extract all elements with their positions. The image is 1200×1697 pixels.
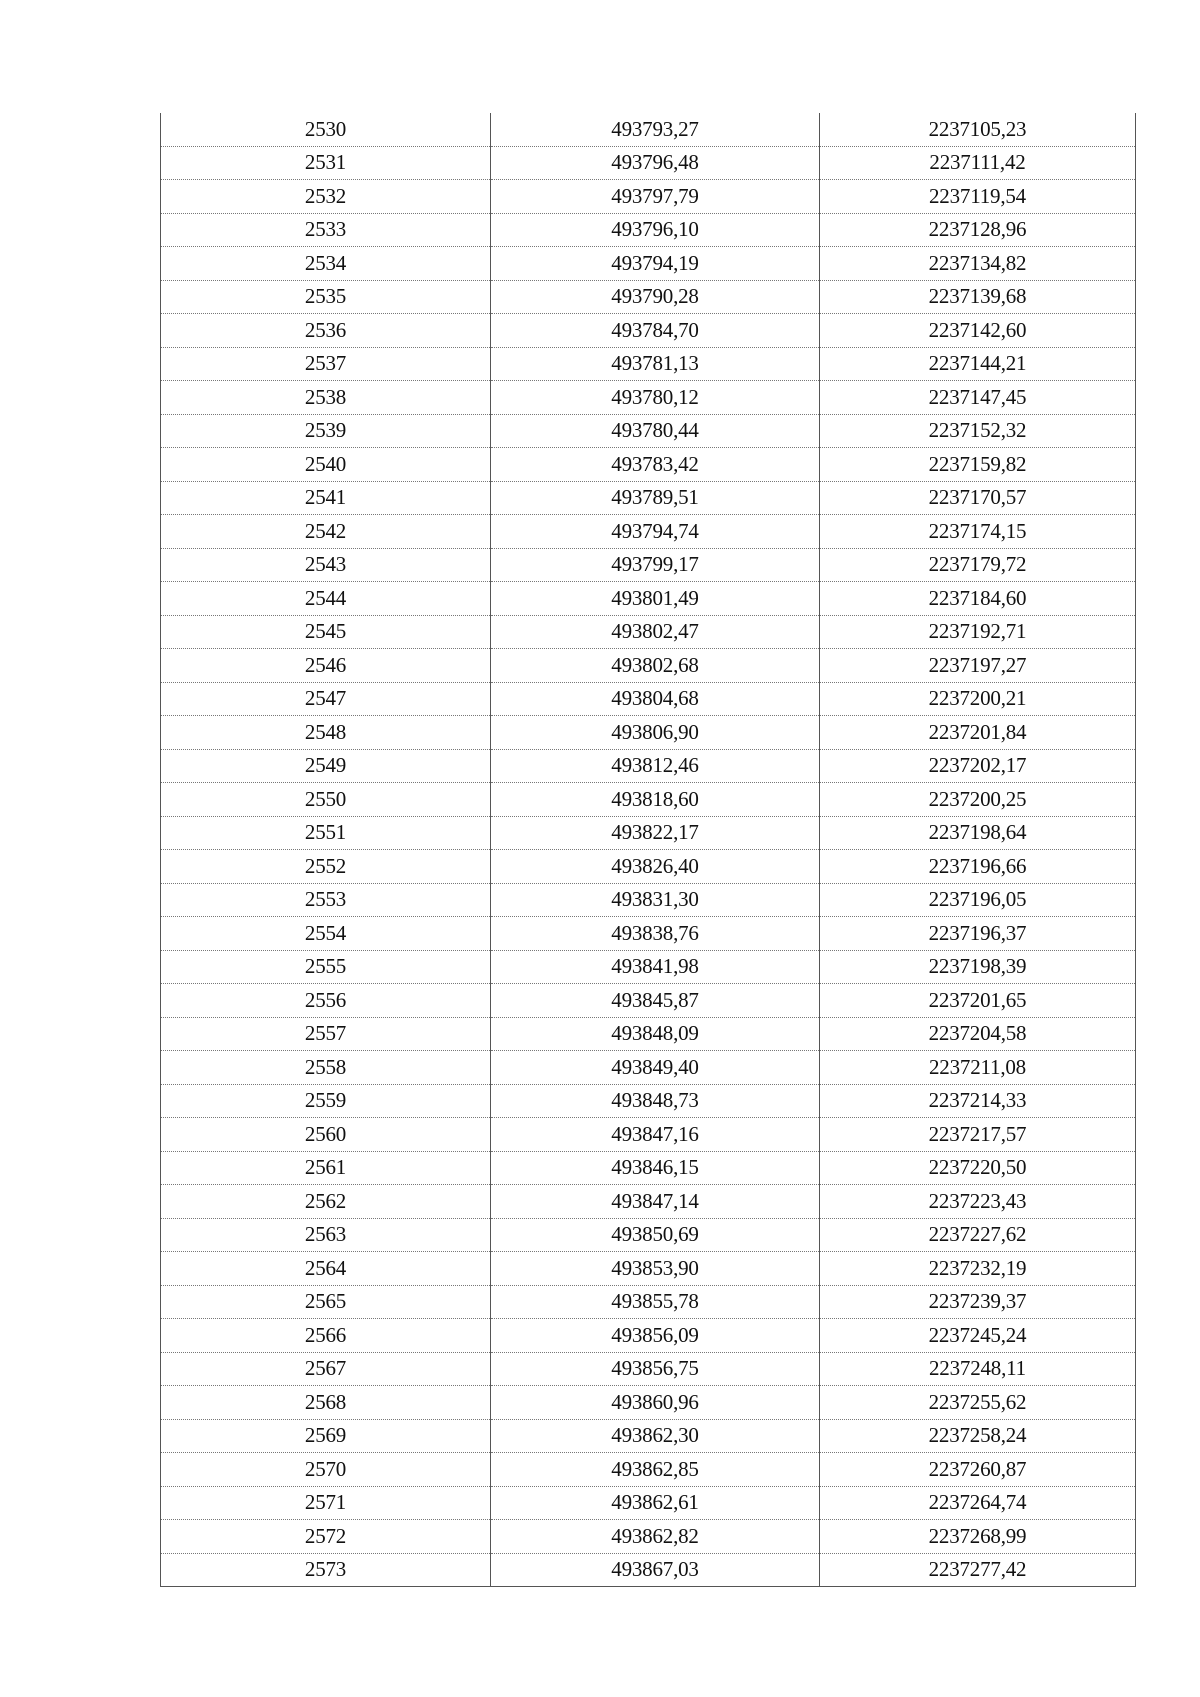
point-number-cell: 2558 [161,1051,491,1085]
x-coordinate-cell: 493848,09 [491,1017,820,1051]
table-row [161,1084,1136,1118]
y-coordinate-cell: 2237139,68 [820,280,1136,314]
x-coordinate-cell: 493867,03 [491,1553,820,1587]
point-number-cell: 2543 [161,548,491,582]
x-coordinate-cell: 493799,17 [491,548,820,582]
point-number-cell: 2540 [161,448,491,482]
y-coordinate-cell: 2237214,33 [820,1084,1136,1118]
y-coordinate-cell: 2237201,84 [820,716,1136,750]
point-number-cell: 2556 [161,984,491,1018]
y-coordinate-cell: 2237198,39 [820,950,1136,984]
point-number-cell: 2570 [161,1453,491,1487]
point-number-cell: 2553 [161,883,491,917]
x-coordinate-cell: 493806,90 [491,716,820,750]
y-coordinate-cell: 2237277,42 [820,1553,1136,1587]
point-number-cell: 2571 [161,1486,491,1520]
y-coordinate-cell: 2237258,24 [820,1419,1136,1453]
table-row [161,1553,1136,1587]
y-coordinate-cell: 2237196,05 [820,883,1136,917]
x-coordinate-cell: 493860,96 [491,1386,820,1420]
x-coordinate-cell: 493796,10 [491,213,820,247]
y-coordinate-cell: 2237159,82 [820,448,1136,482]
point-number-cell: 2568 [161,1386,491,1420]
x-coordinate-cell: 493781,13 [491,347,820,381]
table-row [161,850,1136,884]
point-number-cell: 2554 [161,917,491,951]
x-coordinate-cell: 493790,28 [491,280,820,314]
point-number-cell: 2533 [161,213,491,247]
y-coordinate-cell: 2237198,64 [820,816,1136,850]
y-coordinate-cell: 2237196,37 [820,917,1136,951]
table-row [161,247,1136,281]
y-coordinate-cell: 2237147,45 [820,381,1136,415]
y-coordinate-cell: 2237197,27 [820,649,1136,683]
y-coordinate-cell: 2237144,21 [820,347,1136,381]
x-coordinate-cell: 493855,78 [491,1285,820,1319]
point-number-cell: 2555 [161,950,491,984]
point-number-cell: 2551 [161,816,491,850]
x-coordinate-cell: 493784,70 [491,314,820,348]
table-row [161,1118,1136,1152]
x-coordinate-cell: 493841,98 [491,950,820,984]
y-coordinate-cell: 2237232,19 [820,1252,1136,1286]
y-coordinate-cell: 2237255,62 [820,1386,1136,1420]
x-coordinate-cell: 493856,09 [491,1319,820,1353]
y-coordinate-cell: 2237200,25 [820,783,1136,817]
table-row [161,180,1136,214]
y-coordinate-cell: 2237201,65 [820,984,1136,1018]
x-coordinate-cell: 493802,47 [491,615,820,649]
table-row [161,615,1136,649]
point-number-cell: 2563 [161,1218,491,1252]
point-number-cell: 2559 [161,1084,491,1118]
x-coordinate-cell: 493804,68 [491,682,820,716]
table-row [161,481,1136,515]
point-number-cell: 2566 [161,1319,491,1353]
y-coordinate-cell: 2237196,66 [820,850,1136,884]
table-row [161,1386,1136,1420]
table-row [161,314,1136,348]
point-number-cell: 2530 [161,113,491,146]
y-coordinate-cell: 2237134,82 [820,247,1136,281]
point-number-cell: 2541 [161,481,491,515]
y-coordinate-cell: 2237220,50 [820,1151,1136,1185]
table-row [161,816,1136,850]
x-coordinate-cell: 493826,40 [491,850,820,884]
table-row [161,213,1136,247]
table-row [161,1285,1136,1319]
y-coordinate-cell: 2237227,62 [820,1218,1136,1252]
point-number-cell: 2564 [161,1252,491,1286]
x-coordinate-cell: 493797,79 [491,180,820,214]
table-row [161,1185,1136,1219]
table-row [161,783,1136,817]
table-row [161,1218,1136,1252]
y-coordinate-cell: 2237239,37 [820,1285,1136,1319]
table-row [161,749,1136,783]
point-number-cell: 2531 [161,146,491,180]
point-number-cell: 2562 [161,1185,491,1219]
point-number-cell: 2572 [161,1520,491,1554]
table-row [161,280,1136,314]
x-coordinate-cell: 493793,27 [491,113,820,146]
table-row [161,1151,1136,1185]
y-coordinate-cell: 2237200,21 [820,682,1136,716]
point-number-cell: 2545 [161,615,491,649]
point-number-cell: 2561 [161,1151,491,1185]
x-coordinate-cell: 493822,17 [491,816,820,850]
point-number-cell: 2560 [161,1118,491,1152]
point-number-cell: 2539 [161,414,491,448]
table-row [161,1051,1136,1085]
point-number-cell: 2536 [161,314,491,348]
point-number-cell: 2549 [161,749,491,783]
point-number-cell: 2573 [161,1553,491,1587]
point-number-cell: 2567 [161,1352,491,1386]
table-row [161,548,1136,582]
y-coordinate-cell: 2237223,43 [820,1185,1136,1219]
table-row [161,1319,1136,1353]
table-row [161,1017,1136,1051]
x-coordinate-cell: 493838,76 [491,917,820,951]
point-number-cell: 2552 [161,850,491,884]
x-coordinate-cell: 493862,82 [491,1520,820,1554]
point-number-cell: 2544 [161,582,491,616]
y-coordinate-cell: 2237111,42 [820,146,1136,180]
table-row [161,1419,1136,1453]
table-row [161,1486,1136,1520]
y-coordinate-cell: 2237142,60 [820,314,1136,348]
table-row [161,1352,1136,1386]
table-row [161,515,1136,549]
table-row [161,414,1136,448]
table-row [161,582,1136,616]
y-coordinate-cell: 2237179,72 [820,548,1136,582]
x-coordinate-cell: 493818,60 [491,783,820,817]
x-coordinate-cell: 493780,44 [491,414,820,448]
point-number-cell: 2550 [161,783,491,817]
table-row [161,649,1136,683]
point-number-cell: 2565 [161,1285,491,1319]
table-row [161,984,1136,1018]
x-coordinate-cell: 493848,73 [491,1084,820,1118]
table-row [161,682,1136,716]
x-coordinate-cell: 493850,69 [491,1218,820,1252]
x-coordinate-cell: 493849,40 [491,1051,820,1085]
y-coordinate-cell: 2237174,15 [820,515,1136,549]
point-number-cell: 2535 [161,280,491,314]
y-coordinate-cell: 2237268,99 [820,1520,1136,1554]
x-coordinate-cell: 493847,16 [491,1118,820,1152]
y-coordinate-cell: 2237211,08 [820,1051,1136,1085]
y-coordinate-cell: 2237119,54 [820,180,1136,214]
x-coordinate-cell: 493812,46 [491,749,820,783]
x-coordinate-cell: 493831,30 [491,883,820,917]
x-coordinate-cell: 493862,61 [491,1486,820,1520]
y-coordinate-cell: 2237184,60 [820,582,1136,616]
x-coordinate-cell: 493794,74 [491,515,820,549]
point-number-cell: 2547 [161,682,491,716]
table-row [161,448,1136,482]
table-row [161,347,1136,381]
table-row [161,1252,1136,1286]
point-number-cell: 2532 [161,180,491,214]
table-row [161,950,1136,984]
x-coordinate-cell: 493801,49 [491,582,820,616]
table-row [161,1453,1136,1487]
x-coordinate-cell: 493796,48 [491,146,820,180]
table-row [161,146,1136,180]
point-number-cell: 2557 [161,1017,491,1051]
x-coordinate-cell: 493862,30 [491,1419,820,1453]
y-coordinate-cell: 2237128,96 [820,213,1136,247]
table-row [161,716,1136,750]
x-coordinate-cell: 493789,51 [491,481,820,515]
point-number-cell: 2548 [161,716,491,750]
point-number-cell: 2537 [161,347,491,381]
y-coordinate-cell: 2237264,74 [820,1486,1136,1520]
coordinates-table [160,113,1136,1587]
x-coordinate-cell: 493846,15 [491,1151,820,1185]
y-coordinate-cell: 2237248,11 [820,1352,1136,1386]
x-coordinate-cell: 493845,87 [491,984,820,1018]
y-coordinate-cell: 2237170,57 [820,481,1136,515]
x-coordinate-cell: 493862,85 [491,1453,820,1487]
point-number-cell: 2534 [161,247,491,281]
y-coordinate-cell: 2237260,87 [820,1453,1136,1487]
x-coordinate-cell: 493853,90 [491,1252,820,1286]
y-coordinate-cell: 2237152,32 [820,414,1136,448]
point-number-cell: 2546 [161,649,491,683]
x-coordinate-cell: 493780,12 [491,381,820,415]
y-coordinate-cell: 2237105,23 [820,113,1136,146]
point-number-cell: 2569 [161,1419,491,1453]
table-row [161,113,1136,146]
x-coordinate-cell: 493847,14 [491,1185,820,1219]
x-coordinate-cell: 493783,42 [491,448,820,482]
point-number-cell: 2538 [161,381,491,415]
y-coordinate-cell: 2237217,57 [820,1118,1136,1152]
table-row [161,381,1136,415]
y-coordinate-cell: 2237202,17 [820,749,1136,783]
x-coordinate-cell: 493856,75 [491,1352,820,1386]
point-number-cell: 2542 [161,515,491,549]
table-row [161,917,1136,951]
table-row [161,883,1136,917]
y-coordinate-cell: 2237245,24 [820,1319,1136,1353]
coordinates-table-body [161,113,1136,1587]
y-coordinate-cell: 2237192,71 [820,615,1136,649]
x-coordinate-cell: 493802,68 [491,649,820,683]
y-coordinate-cell: 2237204,58 [820,1017,1136,1051]
x-coordinate-cell: 493794,19 [491,247,820,281]
table-row [161,1520,1136,1554]
